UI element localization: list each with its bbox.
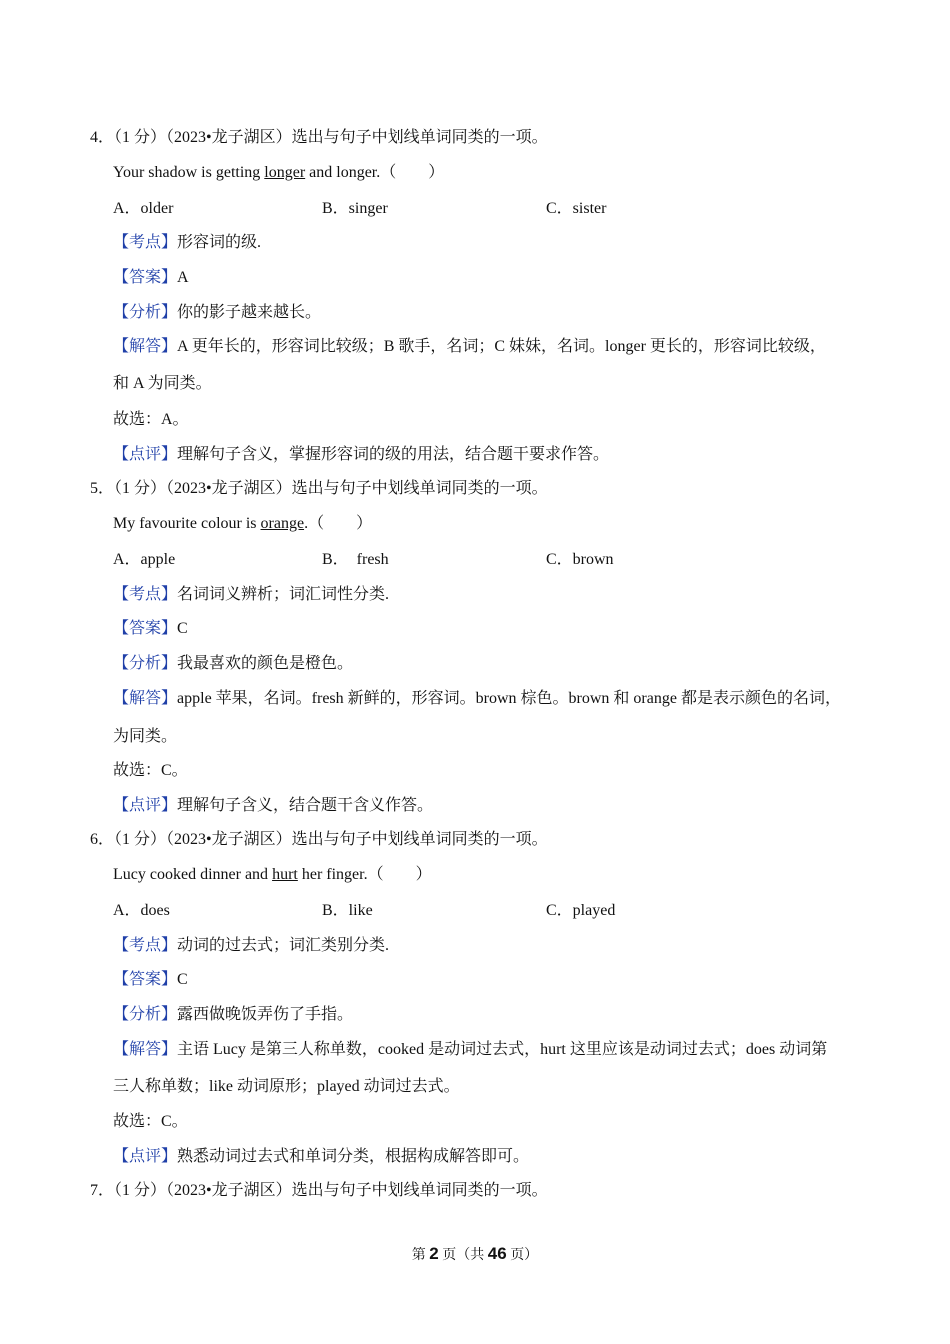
dianping-line: 【点评】理解句子含义，结合题干含义作答。 bbox=[113, 797, 434, 814]
guxuan-line: 故选：C。 bbox=[113, 1113, 188, 1130]
kaodian-line: 【考点】形容词的级. bbox=[113, 234, 262, 251]
underlined-word: longer bbox=[264, 164, 306, 181]
fenxi-line: 【分析】我最喜欢的颜色是橙色。 bbox=[113, 655, 354, 672]
option-c: C．brown bbox=[546, 551, 614, 568]
jieda-line: 【解答】apple 苹果，名词。fresh 新鲜的，形容词。brown 棕色。brown 和 orange 都是表示颜色的名词， bbox=[113, 690, 841, 707]
fenxi-line: 【分析】露西做晚饭弄伤了手指。 bbox=[113, 1006, 354, 1023]
fenxi-line: 【分析】你的影子越来越长。 bbox=[113, 304, 322, 321]
guxuan-line: 故选：A。 bbox=[113, 411, 189, 428]
option-b: B． fresh bbox=[322, 551, 389, 568]
option-b: B．like bbox=[322, 902, 373, 919]
page-footer: 第 2 页（共 46 页） bbox=[411, 1244, 539, 1263]
option-c: C．sister bbox=[546, 200, 607, 217]
option-a: A．older bbox=[113, 200, 174, 217]
total-page-number: 46 bbox=[487, 1244, 507, 1263]
dianping-line: 【点评】理解句子含义，掌握形容词的级的用法，结合题干要求作答。 bbox=[113, 446, 610, 463]
kaodian-line: 【考点】名词词义辨析；词汇词性分类. bbox=[113, 586, 390, 603]
jieda-line-cont: 和 A 为同类。 bbox=[113, 375, 212, 392]
question-5-stem: My favourite colour is orange.（ ） bbox=[113, 515, 373, 532]
option-a: A．apple bbox=[113, 551, 176, 568]
kaodian-line: 【考点】动词的过去式；词汇类别分类. bbox=[113, 937, 390, 954]
question-4-header: 4．（1 分）（2023•龙子湖区）选出与句子中划线单词同类的一项。 bbox=[90, 129, 548, 146]
question-6-stem: Lucy cooked dinner and hurt her finger.（ ） bbox=[113, 866, 432, 883]
underlined-word: orange bbox=[260, 515, 305, 532]
daan-line: 【答案】C bbox=[113, 971, 188, 988]
daan-line: 【答案】A bbox=[113, 269, 189, 286]
question-6-header: 6．（1 分）（2023•龙子湖区）选出与句子中划线单词同类的一项。 bbox=[90, 831, 548, 848]
jieda-line-cont: 为同类。 bbox=[113, 728, 178, 745]
option-a: A．does bbox=[113, 902, 170, 919]
question-7-header: 7．（1 分）（2023•龙子湖区）选出与句子中划线单词同类的一项。 bbox=[90, 1182, 548, 1199]
underlined-word: hurt bbox=[272, 866, 298, 883]
option-c: C．played bbox=[546, 902, 616, 919]
jieda-line: 【解答】A 更年长的，形容词比较级；B 歌手，名词；C 妹妹，名词。longer 更长的，形容词比较级， bbox=[113, 338, 826, 355]
question-4-stem: Your shadow is getting longer and longer.（ ） bbox=[113, 164, 445, 181]
guxuan-line: 故选：C。 bbox=[113, 762, 188, 779]
daan-line: 【答案】C bbox=[113, 620, 188, 637]
jieda-line-cont: 三人称单数；like 动词原形；played 动词过去式。 bbox=[113, 1078, 460, 1095]
jieda-line: 【解答】主语 Lucy 是第三人称单数，cooked 是动词过去式，hurt 这里应该是动词过去式；does 动词第 bbox=[113, 1041, 828, 1058]
current-page-number: 2 bbox=[429, 1244, 439, 1263]
question-5-header: 5．（1 分）（2023•龙子湖区）选出与句子中划线单词同类的一项。 bbox=[90, 480, 548, 497]
option-b: B．singer bbox=[322, 200, 388, 217]
dianping-line: 【点评】熟悉动词过去式和单词分类，根据构成解答即可。 bbox=[113, 1148, 530, 1165]
